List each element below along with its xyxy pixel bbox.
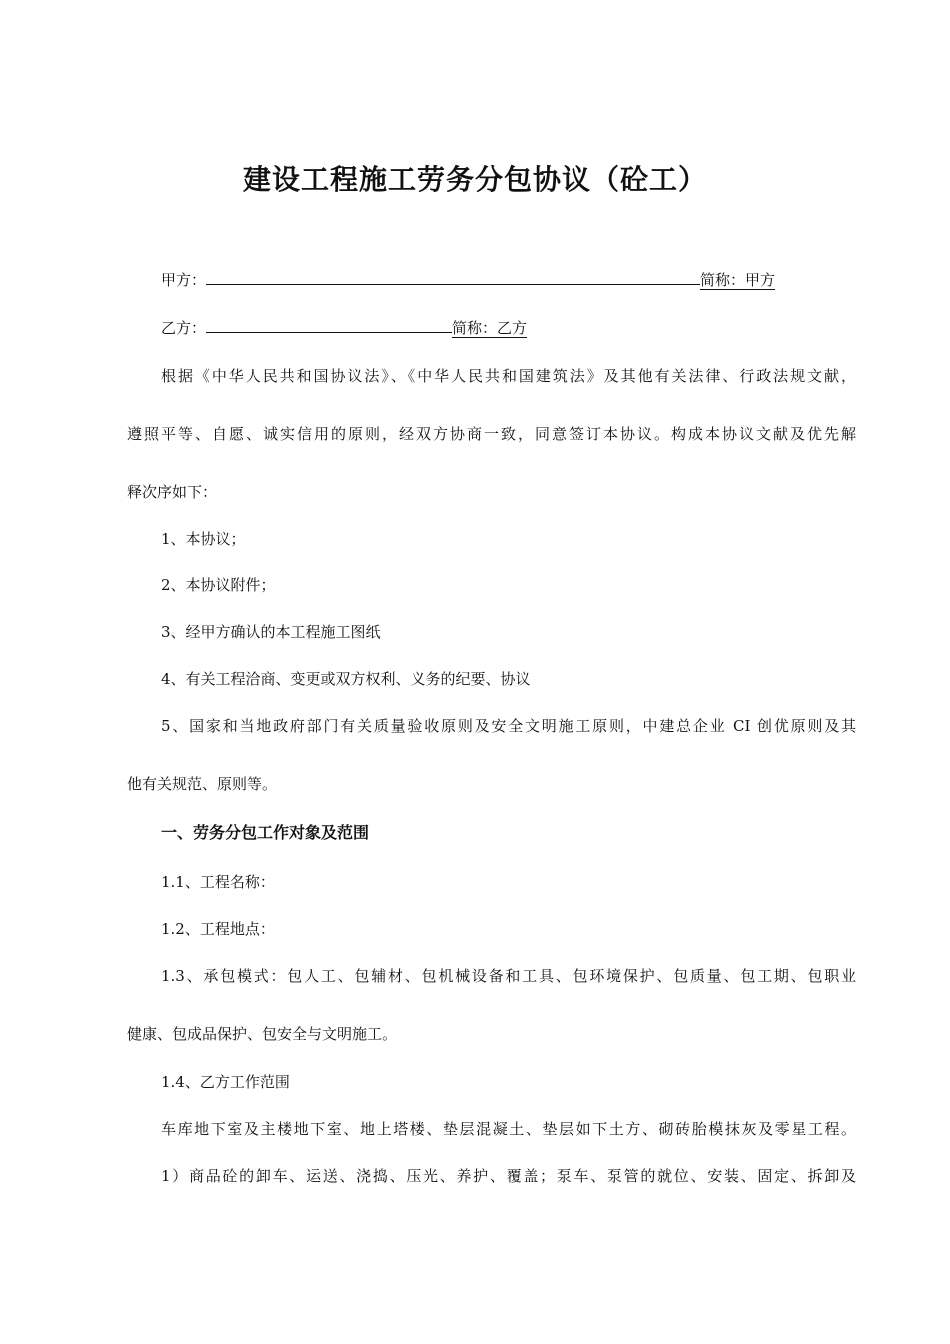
section-1-item: 1）商品砼的卸车、运送、浇捣、压光、养护、覆盖；泵车、泵管的就位、安装、固定、拆卸及 [161, 1167, 856, 1185]
section-1-item: 车库地下室及主楼地下室、地上塔楼、垫层混凝土、垫层如下土方、砌砖胎模抹灰及零星工程。 [161, 1120, 856, 1138]
order-item: 3、经甲方确认的本工程施工图纸 [161, 623, 381, 641]
party-a-abbr: 简称：甲方 [700, 271, 776, 289]
party-a-label: 甲方： [161, 271, 207, 289]
document-title: 建设工程施工劳务分包协议（砼工） [242, 163, 707, 196]
party-b-label: 乙方： [161, 319, 207, 337]
intro-line-1: 根据《中华人民共和国协议法》、《中华人民共和国建筑法》及其他有关法律、行政法规文献， [161, 367, 856, 385]
order-item: 5、国家和当地政府部门有关质量验收原则及安全文明施工原则，中建总企业 CI 创优原则及其 [161, 717, 856, 735]
section-1-item: 健康、包成品保护、包安全与文明施工。 [127, 1025, 398, 1043]
party-b-abbr: 简称：乙方 [452, 319, 528, 337]
order-item: 1、本协议； [161, 530, 246, 548]
section-1-item: 1.1、工程名称： [161, 873, 275, 891]
section-1-heading: 一、劳务分包工作对象及范围 [161, 823, 370, 842]
order-item: 4、有关工程洽商、变更或双方权利、义务的纪要、协议 [161, 670, 531, 688]
party-a-row [161, 268, 775, 290]
intro-line-2: 遵照平等、自愿、诚实信用的原则，经双方协商一致，同意签订本协议。构成本协议文献及优先解 [127, 425, 856, 443]
party-b-blank [206, 316, 452, 333]
party-a-blank [206, 268, 700, 285]
order-item: 2、本协议附件； [161, 576, 276, 594]
section-1-item: 1.3、承包模式：包人工、包辅材、包机械设备和工具、包环境保护、包质量、包工期、包职业 [161, 967, 856, 985]
order-item-continuation: 他有关规范、原则等。 [127, 775, 278, 793]
section-1-item: 1.2、工程地点： [161, 920, 275, 938]
intro-line-3: 释次序如下： [127, 483, 218, 501]
section-1-item: 1.4、乙方工作范围 [161, 1073, 290, 1091]
party-b-row [161, 316, 527, 338]
